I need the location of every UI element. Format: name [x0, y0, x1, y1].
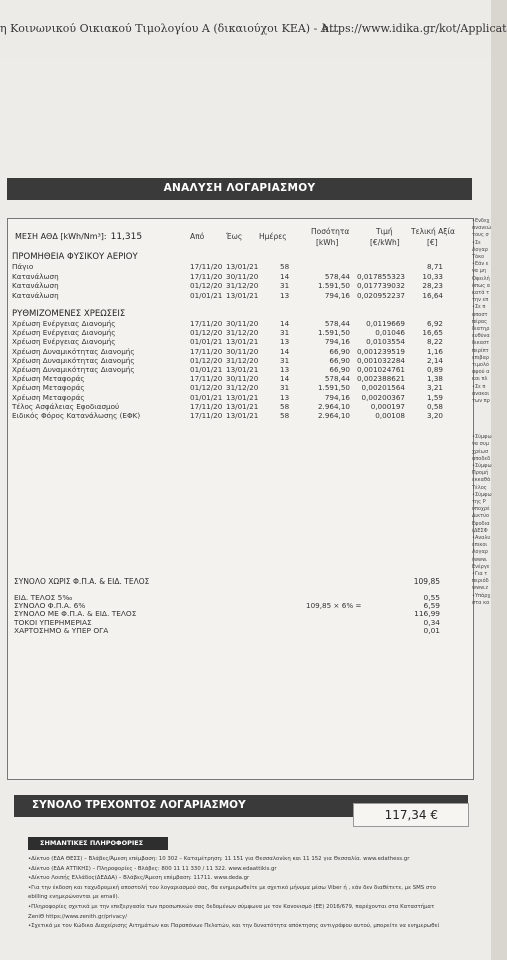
row-days: 13 [280, 290, 290, 300]
row-price: 0,000197 [370, 401, 405, 411]
row-days: 31 [280, 383, 290, 393]
mean-heating-value [15, 232, 142, 242]
row-quantity: 1.591,50 [317, 328, 350, 338]
row-label: Πάγιο [12, 262, 34, 271]
row-price: 0,0103554 [366, 337, 405, 347]
col-price: Τιμή [376, 227, 393, 236]
row-price: 0,017855323 [356, 271, 405, 281]
row-total: 3,20 [426, 411, 443, 420]
side-note-line: πέρας [472, 318, 488, 325]
row-from: 01/01/21 [190, 337, 223, 347]
browser-bar [0, 0, 507, 59]
summary-value: 0,55 [423, 593, 440, 602]
row-label: Χρέωση Ενέργειας Διανομής [12, 319, 116, 328]
col-from: Από [190, 232, 205, 241]
side-note-line: www.z [472, 585, 489, 592]
row-from: 01/12/20 [190, 355, 223, 365]
side-note-line: ανανεώ [472, 225, 492, 232]
side-note-line: •Σύμφω [472, 434, 492, 441]
side-note-line: όπως α [472, 282, 491, 289]
row-days: 13 [280, 392, 290, 402]
supply-section-title: ΠΡΟΜΗΘΕΙΑ ΦΥΣΙΚΟΥ ΑΕΡΙΟΥ [12, 252, 138, 262]
row-from: 17/11/20 [190, 319, 223, 328]
row-label: Τέλος Ασφάλειας Εφοδιασμού [12, 401, 120, 411]
side-note-line: επιβαρ [472, 354, 490, 361]
col-quantity: Ποσότητα [311, 227, 350, 236]
side-note-line: ανακοι [472, 390, 490, 397]
row-price: 0,0119669 [366, 319, 405, 328]
summary-label: ΧΑΡΤΟΣΗΜΟ & ΥΠΕΡ ΟΓΑ [14, 625, 109, 635]
row-price: 0,00108 [375, 411, 405, 420]
row-days: 31 [280, 328, 290, 338]
side-note-line: Τέλος [472, 484, 487, 491]
row-days: 31 [280, 281, 290, 290]
row-quantity: 66,90 [329, 365, 350, 374]
row-from: 17/11/20 [190, 374, 223, 384]
summary-label: ΕΙΔ. ΤΕΛΟΣ 5‰ [14, 593, 73, 602]
row-price: 0,01046 [375, 328, 405, 338]
row-total: 16,65 [422, 328, 443, 338]
row-from: 17/11/20 [190, 346, 223, 356]
side-note-line: των πρ [472, 398, 490, 405]
summary-value: 116,99 [414, 609, 440, 619]
mean-value: 11,315 [110, 232, 143, 242]
row-days: 58 [280, 411, 290, 420]
info-line: ebilling ενημερώνονται με email). [28, 894, 120, 901]
row-from: 17/11/20 [190, 411, 223, 420]
side-notes-column [472, 218, 491, 698]
info-line: ZeniΘ https://www.zenith.gr/privacy/ [28, 913, 128, 920]
row-quantity: 794,16 [324, 290, 350, 300]
side-note-line [472, 427, 491, 434]
side-note-line: επικοι [472, 542, 488, 549]
row-to: 13/01/21 [226, 401, 259, 411]
row-label: Χρέωση Δυναμικότητας Διανομής [12, 355, 135, 365]
side-note-line: ευθύνα [472, 333, 490, 340]
side-note-line: •Σε [472, 239, 481, 246]
col-quantity-unit: [kWh] [316, 238, 339, 247]
side-note-line: αποστ [472, 311, 488, 318]
side-note-line: •Ενδεχ [472, 218, 490, 224]
row-label: Χρέωση Ενέργειας Διανομής [12, 328, 116, 338]
row-label: Χρέωση Μεταφοράς [12, 392, 85, 402]
row-label: Κατανάλωση [12, 281, 59, 290]
side-note-line: να μη [472, 268, 487, 275]
summary-label: ΣΥΝΟΛΟ ΜΕ Φ.Π.Α. & ΕΙΔ. ΤΕΛΟΣ [14, 609, 137, 619]
row-from: 01/12/20 [190, 328, 223, 338]
row-to: 31/12/20 [226, 328, 259, 338]
row-to: 30/11/20 [226, 319, 259, 328]
side-note-line: αποδεδ [472, 455, 491, 462]
mean-label: ΜΕΣΗ ΑΘΔ [kWh/Nm³]: [15, 232, 107, 241]
row-quantity: 66,90 [329, 346, 350, 356]
row-quantity: 578,44 [324, 374, 350, 384]
row-total: 10,33 [422, 271, 443, 281]
row-price: 0,001239519 [356, 346, 405, 356]
total-label: ΣΥΝΟΛΟ ΤΡΕΧΟΝΤΟΣ ΛΟΓΑΡΙΑΣΜΟΥ [32, 799, 246, 811]
row-total: 1,16 [426, 346, 443, 356]
row-to: 30/11/20 [226, 271, 259, 281]
row-label: Χρέωση Μεταφοράς [12, 374, 85, 384]
row-price: 0,017739032 [356, 281, 405, 290]
side-note-line: στα κα [472, 599, 490, 606]
side-note-line: (ΔΕΣΦ [472, 527, 488, 534]
row-total: 3,21 [426, 383, 443, 393]
info-line: •Δίκτυο (ΕΔΑ ΘΕΣΣ) – Βλάβες/Άμεση επέμβαση: 10 302 – Καταμέτρηση: 11 151 για Θεσσαλονίκη και 11 152 για Θεσσαλία. www.edathess.gr [28, 856, 410, 862]
row-label: Ειδικός Φόρος Κατανάλωσης (ΕΦΚ) [12, 411, 141, 420]
side-note-line: Προμή [472, 470, 489, 477]
side-note-line: Οφειλή [472, 275, 490, 282]
row-to: 13/01/21 [226, 411, 259, 420]
info-header [28, 837, 168, 850]
row-total: 1,38 [426, 374, 443, 384]
analysis-table-box [7, 218, 474, 780]
info-line: •Δίκτυο (ΕΔΑ ΑΤΤΙΚΗΣ) – Πληροφορίες - Βλάβες: 800 11 11 330 / 11 322. www.edaattikis.gr [28, 865, 277, 872]
row-to: 13/01/21 [226, 365, 259, 374]
col-total: Τελική Αξία [411, 227, 455, 236]
row-label: Χρέωση Δυναμικότητας Διανομής [12, 346, 135, 356]
row-to: 13/01/21 [226, 262, 259, 271]
summary-value: 0,01 [423, 625, 440, 635]
row-to: 31/12/20 [226, 281, 259, 290]
browser-tab-title: η Κοινωνικού Οικιακού Τιμολογίου Α (δικαιούχοι ΚΕΑ) - Α... [0, 22, 340, 35]
row-quantity: 1.591,50 [317, 383, 350, 393]
row-quantity: 794,16 [324, 392, 350, 402]
info-line: •Πληροφορίες σχετικά με την επεξεργασία των προσωπικών σας δεδομένων σύμφωνα με τον Κανονισμό (ΕΕ) 2016/679, παρέχονται στα Καταστήματ [28, 904, 435, 910]
side-note-line: περιόδ [472, 578, 489, 585]
col-price-unit: [€/kWh] [370, 238, 400, 247]
row-from: 01/01/21 [190, 392, 223, 402]
row-quantity: 1.591,50 [317, 281, 350, 290]
row-to: 31/12/20 [226, 383, 259, 393]
col-days: Ημέρες [259, 232, 287, 241]
row-total: 28,23 [422, 281, 443, 290]
row-to: 30/11/20 [226, 346, 259, 356]
row-price: 0,001024761 [356, 365, 405, 374]
side-note-line: και πλ [472, 376, 488, 383]
row-from: 01/01/21 [190, 365, 223, 374]
col-total-unit: [€] [427, 238, 438, 247]
row-label: Χρέωση Μεταφοράς [12, 383, 85, 393]
row-quantity: 2.964,10 [317, 401, 350, 411]
row-to: 13/01/21 [226, 290, 259, 300]
section-title: ΑΝΑΛΥΣΗ ΛΟΓΑΡΙΑΣΜΟΥ [163, 182, 316, 194]
row-total: 8,71 [426, 262, 443, 271]
row-quantity: 794,16 [324, 337, 350, 347]
side-note-line: •Σε π [472, 304, 486, 311]
row-price: 0,00200367 [361, 392, 405, 402]
row-price: 0,00201564 [361, 383, 405, 393]
row-days: 58 [280, 401, 290, 411]
section-header [7, 178, 472, 200]
row-to: 30/11/20 [226, 374, 259, 384]
row-days: 14 [280, 374, 290, 384]
row-days: 58 [280, 262, 290, 271]
side-note-line: να συμ [472, 441, 489, 448]
row-quantity: 2.964,10 [317, 411, 350, 420]
side-note-line: της Ρ [472, 498, 486, 505]
row-to: 31/12/20 [226, 355, 259, 365]
summary-value: 0,34 [423, 617, 440, 627]
side-note-line: διατηρ [472, 326, 490, 333]
row-from: 01/12/20 [190, 281, 223, 290]
side-note-line: Δικτύο [472, 513, 490, 520]
side-note-line: •Εάν ε [472, 261, 489, 268]
col-to: Έως [226, 232, 243, 241]
row-from: 01/01/21 [190, 290, 223, 300]
total-amount-box [353, 803, 469, 827]
info-line: •Δίκτυο Λοιπής Ελλάδος(ΔΕΔΔΑ) – Βλάβες/Άμεση επέμβαση: 11711. www.deda.gr [28, 875, 250, 882]
side-note-line: Εφοδια [472, 520, 490, 527]
row-from: 17/11/20 [190, 262, 223, 271]
row-days: 14 [280, 346, 290, 356]
side-note-line: •Σύμφω [472, 491, 492, 498]
row-days: 14 [280, 319, 290, 328]
side-note-line: τους σ [472, 232, 489, 239]
row-label: Χρέωση Ενέργειας Διανομής [12, 337, 116, 347]
row-total: 6,92 [426, 319, 443, 328]
side-note-line: •Σύμφω [472, 462, 492, 469]
side-note-line: Λογαρ [472, 549, 488, 556]
row-from: 01/12/20 [190, 383, 223, 393]
side-note-line [472, 420, 491, 427]
row-from: 17/11/20 [190, 271, 223, 281]
info-title: ΣΗΜΑΝΤΙΚΕΣ ΠΛΗΡΟΦΟΡΙΕΣ [40, 839, 144, 847]
summary-value: 6,59 [423, 601, 440, 611]
row-quantity: 578,44 [324, 271, 350, 281]
total-amount: 117,34 € [384, 808, 438, 822]
row-quantity: 66,90 [329, 355, 350, 365]
side-note-line: •Για τ [472, 570, 488, 577]
side-note-line: Ενέργε [472, 563, 490, 570]
row-days: 13 [280, 337, 290, 347]
row-label: Χρέωση Δυναμικότητας Διανομής [12, 365, 135, 374]
row-total: 8,22 [426, 337, 443, 347]
row-total: 0,89 [426, 365, 443, 374]
side-note-line: υποχρέ [472, 506, 490, 513]
subtotal-label: ΣΥΝΟΛΟ ΧΩΡΙΣ Φ.Π.Α. & ΕΙΔ. ΤΕΛΟΣ [14, 577, 150, 586]
row-days: 13 [280, 365, 290, 374]
row-days: 31 [280, 355, 290, 365]
row-from: 17/11/20 [190, 401, 223, 411]
side-note-line: •Αναλυ [472, 534, 491, 541]
side-note-line: χρέωσ [472, 448, 489, 455]
side-note-line: κατά τ [472, 290, 490, 297]
row-price: 0,020952237 [356, 290, 405, 300]
row-price: 0,002388621 [356, 374, 405, 384]
row-total: 1,59 [426, 392, 443, 402]
side-note-line [472, 412, 491, 419]
side-note-line: (www. [472, 556, 488, 563]
regulated-section-title: ΡΥΘΜΙΖΟΜΕΝΕΣ ΧΡΕΩΣΕΙΣ [12, 309, 126, 319]
side-note-line: Τόκο [472, 254, 485, 261]
side-note-line: •Σε π [472, 383, 486, 390]
side-note-line: περίπτ [472, 347, 489, 354]
summary-calc: 109,85 × 6% = [306, 601, 362, 611]
side-note-line [472, 405, 491, 412]
side-note-line: τιμολό [472, 362, 489, 369]
summary-label: ΣΥΝΟΛΟ Φ.Π.Α. 6% [14, 601, 86, 611]
row-price: 0,001032284 [356, 355, 405, 365]
side-note-line: αφού α [472, 369, 490, 376]
row-label: Κατανάλωση [12, 271, 59, 281]
info-line: •Για την έκδοση και ταχυδρομική αποστολή του λογαριασμού σας, θα ενημερωθείτε με σχετικό μήνυμα μέσω Viber ή , εάν δεν διαθέτετε, με SMS στο [28, 884, 436, 891]
row-total: 2,14 [426, 355, 443, 365]
summary-label: ΤΟΚΟΙ ΥΠΕΡΗΜΕΡΙΑΣ [14, 617, 92, 627]
row-quantity: 578,44 [324, 319, 350, 328]
row-to: 13/01/21 [226, 337, 259, 347]
row-to: 13/01/21 [226, 392, 259, 402]
row-label: Κατανάλωση [12, 290, 59, 300]
row-total: 16,64 [422, 290, 443, 300]
info-line: •Σχετικά με τον Κώδικα Διαχείρισης Αιτημάτων και Παραπόνων Πελατών, και την δυνατότητα απόκτησης αντιγράφου αυτού, μπορείτε να ενημερωθεί [28, 923, 440, 930]
side-note-line: την επ [472, 297, 489, 304]
subtotal-value: 109,85 [413, 577, 440, 586]
browser-url[interactable]: https://www.idika.gr/kot/Applicat [322, 22, 507, 35]
side-note-line: δικαστ [472, 340, 490, 347]
row-days: 14 [280, 271, 290, 281]
row-total: 0,58 [426, 401, 443, 411]
side-note-line: Λογαρ [472, 246, 488, 253]
side-note-line: •Υπάρχ [472, 592, 491, 599]
side-note-line: εκκαθά [472, 477, 491, 484]
